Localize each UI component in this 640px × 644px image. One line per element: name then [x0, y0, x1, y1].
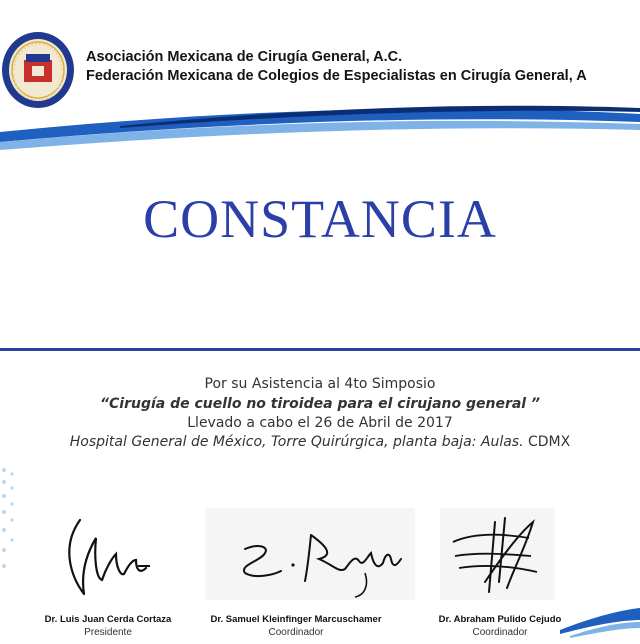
signer-2-name: Dr. Samuel Kleinfinger Marcuschamer — [210, 614, 382, 625]
signer-2-role: Coordinador — [268, 627, 324, 638]
footer-swoosh — [560, 600, 640, 640]
header-association-name: Asociación Mexicana de Cirugía General, A.C. — [86, 49, 403, 65]
event-location — [0, 434, 640, 450]
decorative-dots — [0, 460, 30, 580]
signer-3-name: Dr. Abraham Pulido Cejudo — [438, 614, 562, 625]
divider-rule — [0, 348, 640, 351]
signer-3-role: Coordinador — [472, 627, 528, 638]
signature-3-scribble — [445, 512, 555, 600]
event-date: Llevado a cabo el 26 de Abril de 2017 — [187, 415, 453, 431]
attendance-line: Por su Asistencia al 4to Simposio — [204, 376, 436, 392]
signer-1-role: Presidente — [84, 627, 132, 638]
signer-1-name: Dr. Luis Juan Cerda Cortaza — [44, 614, 172, 625]
signature-1-scribble — [50, 508, 160, 600]
location-city: CDMX — [523, 434, 571, 450]
symposium-title: “Cirugía de cuello no tiroidea para el cirujano general ” — [99, 396, 540, 412]
signature-2-scribble — [215, 515, 410, 600]
location-venue: Hospital General de México, Torre Quirúrgica, planta baja: Aulas. — [69, 434, 524, 450]
header-federation-name: Federación Mexicana de Colegios de Especialistas en Cirugía General, A — [86, 68, 587, 84]
header-swoosh — [0, 92, 640, 152]
document-title: CONSTANCIA — [143, 189, 497, 249]
